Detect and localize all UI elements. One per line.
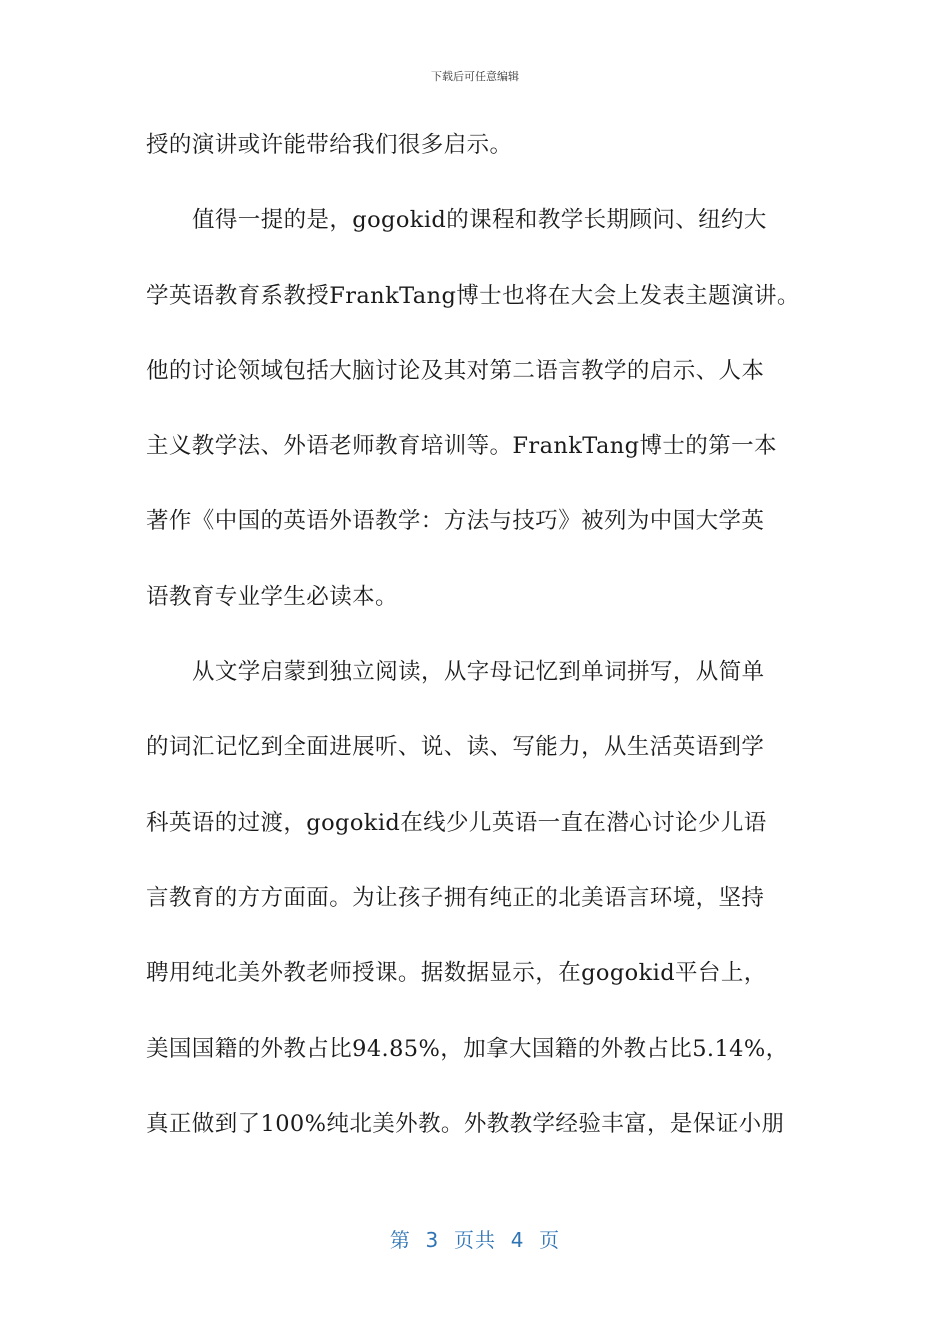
text-line: 的词汇记忆到全面进展听、说、读、写能力，从生活英语到学 (146, 734, 765, 761)
text-line: 美国国籍的外教占比94.85%，加拿大国籍的外教占比5.14%， (146, 1035, 789, 1062)
text-line: 授的演讲或许能带给我们很多启示。 (146, 132, 513, 158)
text-line: 学英语教育系教授FrankTang博士也将在大会上发表主题演讲。 (146, 282, 800, 309)
text-line: 主义教学法、外语老师教育培训等。FrankTang博士的第一本 (146, 433, 777, 460)
page-number-footer: 第 3 页共 4 页 (389, 1228, 561, 1252)
document-body (146, 126, 806, 1180)
text-line: 科英语的过渡，gogokid在线少儿英语一直在潜心讨论少儿语 (146, 809, 767, 836)
text-line: 聘用纯北美外教老师授课。据数据显示，在gogokid平台上， (146, 960, 767, 987)
text-line: 真正做到了100%纯北美外教。外教教学经验丰富，是保证小朋 (146, 1110, 785, 1137)
text-line: 值得一提的是，gogokid的课程和教学长期顾问、纽约大 (192, 207, 767, 234)
text-line: 言教育的方方面面。为让孩子拥有纯正的北美语言环境，坚持 (146, 884, 765, 911)
text-line: 著作《中国的英语外语教学：方法与技巧》被列为中国大学英 (146, 508, 765, 535)
page-header: 下载后可任意编辑 (431, 70, 519, 83)
text-line: 他的讨论领域包括大脑讨论及其对第二语言教学的启示、人本 (146, 357, 765, 384)
text-line: 语教育专业学生必读本。 (146, 583, 398, 610)
text-line: 从文学启蒙到独立阅读，从字母记忆到单词拼写，从简单 (192, 659, 765, 686)
